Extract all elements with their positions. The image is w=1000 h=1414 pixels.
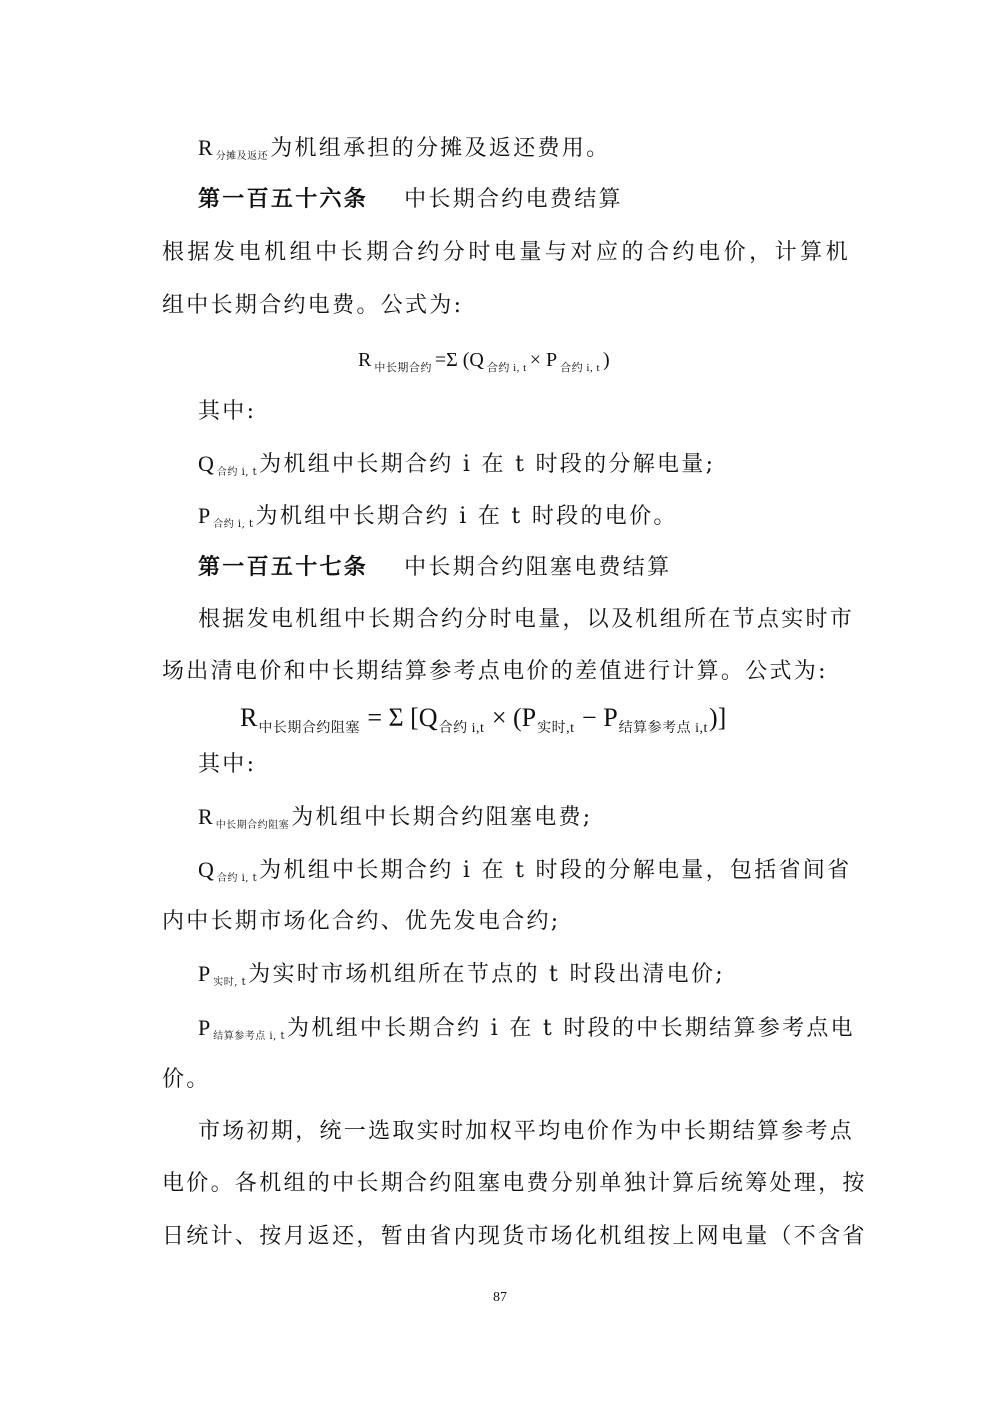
formula-eq: = Σ [Q <box>360 703 438 732</box>
var-symbol: R <box>198 804 213 829</box>
paragraph-line: 电价。各机组的中长期合约阻塞电费分别单独计算后统筹处理，按 <box>162 1171 867 1196</box>
formula-times: × P <box>529 349 558 371</box>
var-subscript: 合约 i, t <box>216 873 258 884</box>
definition-r-congestion <box>198 802 593 841</box>
paragraph-line: 价。 <box>162 1067 211 1092</box>
formula-q-subscript: 合约 i, t <box>486 362 527 374</box>
definition-p-realtime <box>198 959 725 998</box>
definition-q-contract-2 <box>198 855 851 894</box>
formula-p-subscript: 合约 i, t <box>560 362 601 374</box>
formula-contract-fee <box>358 345 610 383</box>
definition-text: 为机组承担的分摊及返还费用。 <box>270 136 611 161</box>
formula-r: R <box>358 349 372 371</box>
article-157-heading <box>198 553 671 583</box>
article-title: 中长期合约电费结算 <box>404 187 623 212</box>
formula-p2-subscript: 结算参考点 i,t <box>618 721 708 736</box>
definition-text: 为机组中长期合约 i 在 t 时段的分解电量，包括省间省 <box>259 858 852 883</box>
var-subscript: 结算参考点 i, t <box>213 1031 286 1042</box>
where-label: 其中: <box>198 399 257 424</box>
var-symbol: P <box>198 1015 211 1040</box>
formula-p1-subscript: 实时,t <box>537 721 575 736</box>
formula-close: )] <box>708 703 727 732</box>
article-number: 第一百五十七条 <box>198 555 369 580</box>
page-number: 87 <box>493 1290 507 1305</box>
formula-r-subscript: 中长期合约阻塞 <box>258 721 360 736</box>
definition-text: 为机组中长期合约阻塞电费; <box>291 805 593 830</box>
article-156-heading <box>198 185 623 215</box>
formula-r-subscript: 中长期合约 <box>374 362 432 374</box>
definition-text: 为机组中长期合约 i 在 t 时段的中长期结算参考点电 <box>287 1016 855 1041</box>
paragraph-line: 内中长期市场化合约、优先发电合约; <box>162 909 561 934</box>
formula-r: R <box>240 703 258 732</box>
var-subscript: 分摊及返还 <box>215 151 269 162</box>
definition-text: 为实时市场机组所在节点的 t 时段出清电价; <box>248 962 725 987</box>
article-number: 第一百五十六条 <box>198 187 369 212</box>
where-label: 其中: <box>198 752 257 777</box>
definition-p-reference <box>198 1013 855 1052</box>
var-symbol: Q <box>198 451 214 476</box>
var-subscript: 合约 i, t <box>213 519 254 530</box>
var-symbol: P <box>198 961 211 986</box>
var-symbol: P <box>198 503 211 528</box>
formula-q-subscript: 合约 i,t <box>438 721 485 736</box>
formula-congestion-fee <box>240 703 726 744</box>
definition-r-allocation <box>198 133 610 172</box>
var-symbol: Q <box>198 857 214 882</box>
definition-text: 为机组中长期合约 i 在 t 时段的分解电量; <box>259 452 716 477</box>
article-title: 中长期合约阻塞电费结算 <box>404 555 672 580</box>
var-subscript: 实时, t <box>213 977 247 988</box>
paragraph-line: 场出清电价和中长期结算参考点电价的差值进行计算。公式为: <box>162 659 828 684</box>
definition-q-contract <box>198 449 715 488</box>
definition-text: 为机组中长期合约 i 在 t 时段的电价。 <box>255 504 678 529</box>
paragraph-line: 根据发电机组中长期合约分时电量与对应的合约电价，计算机 <box>162 240 850 265</box>
paragraph-line: 组中长期合约电费。公式为: <box>162 293 464 318</box>
formula-op: =Σ (Q <box>434 349 484 371</box>
var-subscript: 中长期合约阻塞 <box>215 820 290 831</box>
formula-minus: − P <box>575 703 618 732</box>
formula-times: × (P <box>485 703 537 732</box>
definition-p-contract <box>198 501 678 540</box>
formula-close: ) <box>603 349 610 371</box>
paragraph-line: 根据发电机组中长期合约分时电量，以及机组所在节点实时市 <box>198 607 855 632</box>
var-symbol: R <box>198 135 213 160</box>
paragraph-line: 日统计、按月返还，暂由省内现货市场化机组按上网电量（不含省 <box>162 1224 867 1249</box>
var-subscript: 合约 i, t <box>216 467 258 478</box>
paragraph-line: 市场初期，统一选取实时加权平均电价作为中长期结算参考点 <box>198 1119 855 1144</box>
